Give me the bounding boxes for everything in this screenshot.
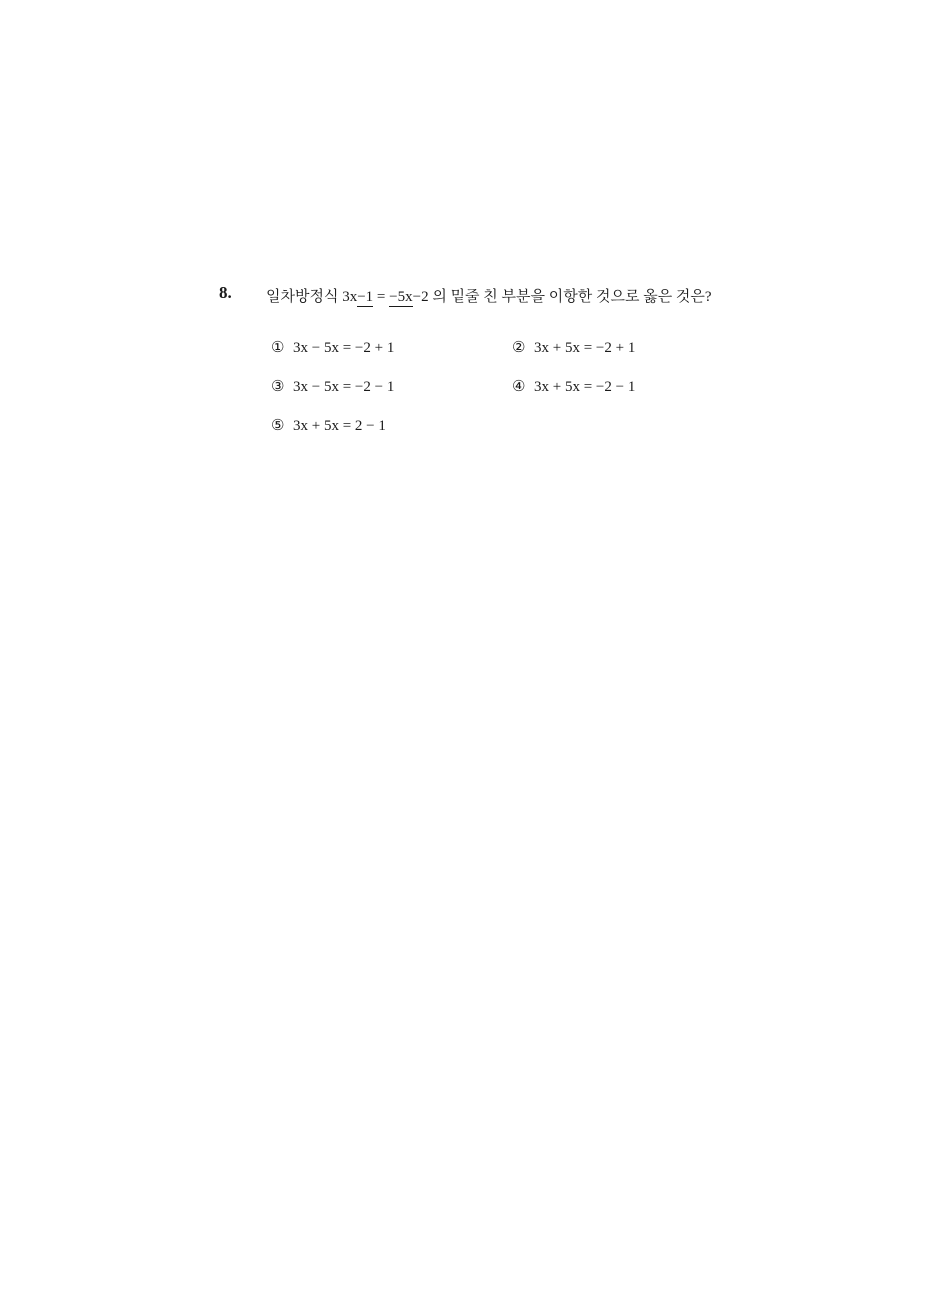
choice-marker: ② [512,340,526,356]
choice-marker: ① [271,340,285,356]
question-prefix: 일차방정식 [266,289,343,305]
choice-text: 3x + 5x = −2 + 1 [534,340,636,356]
choice-text: 3x + 5x = −2 − 1 [534,379,636,395]
equation-part-2: −2 [412,289,429,305]
choice-marker: ③ [271,379,285,395]
equation-part-1: 3x [342,289,358,305]
choice-3[interactable] [271,377,394,396]
choice-5[interactable] [271,416,386,435]
question-text [266,285,712,306]
choice-1[interactable] [271,338,394,357]
question-suffix: 의 밑줄 친 부분을 이항한 것으로 옳은 것은? [428,289,712,305]
choice-marker: ④ [512,379,526,395]
underlined-term-1: −1 [357,289,374,305]
equation-equals: = [373,289,390,305]
choice-4[interactable] [512,377,635,396]
choice-text: 3x + 5x = 2 − 1 [293,418,386,434]
question-number: 8. [219,283,232,302]
choice-text: 3x − 5x = −2 − 1 [293,379,395,395]
choice-marker: ⑤ [271,418,285,434]
choice-2[interactable] [512,338,635,357]
underlined-term-2: −5x [389,289,413,305]
choice-text: 3x − 5x = −2 + 1 [293,340,395,356]
